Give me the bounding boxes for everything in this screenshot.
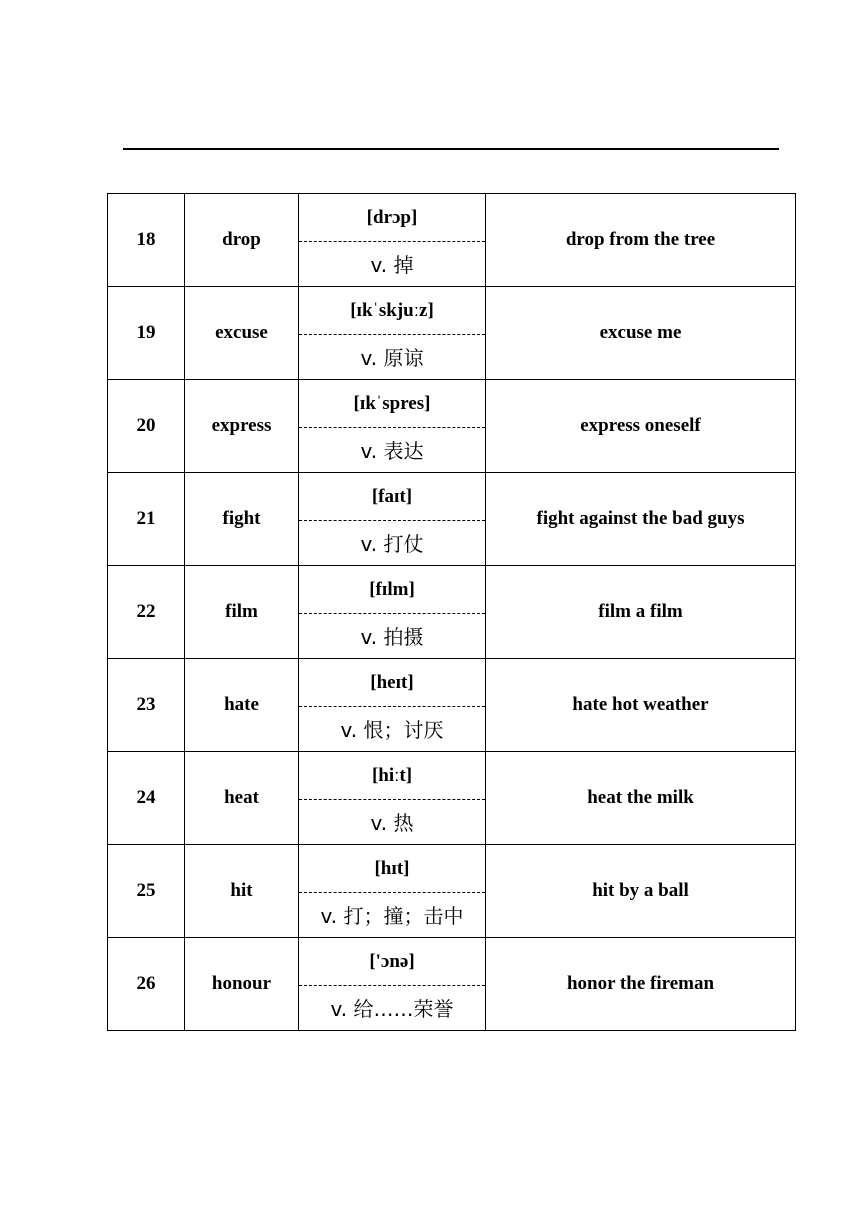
table-row [108, 473, 796, 566]
example-phrase: excuse me [486, 287, 796, 380]
phonetic: [ɪkˈskjuːz] [299, 287, 485, 335]
row-number: 25 [108, 845, 185, 938]
row-number: 18 [108, 194, 185, 287]
word: express [185, 380, 299, 473]
table-row [108, 845, 796, 938]
word: drop [185, 194, 299, 287]
row-number: 26 [108, 938, 185, 1031]
meaning: v. 给……荣誉 [330, 997, 454, 1022]
definition-cell [299, 659, 486, 752]
meaning: v. 拍摄 [360, 625, 424, 650]
example-phrase: honor the fireman [486, 938, 796, 1031]
example-phrase: heat the milk [486, 752, 796, 845]
example-phrase: fight against the bad guys [486, 473, 796, 566]
word: hit [185, 845, 299, 938]
definition-cell [299, 752, 486, 845]
phonetic: [drɔp] [299, 194, 485, 242]
definition-cell [299, 473, 486, 566]
row-number: 22 [108, 566, 185, 659]
row-number: 21 [108, 473, 185, 566]
row-number: 19 [108, 287, 185, 380]
phonetic: ['ɔnə] [299, 938, 485, 986]
definition-cell [299, 380, 486, 473]
table-row [108, 194, 796, 287]
definition-cell [299, 845, 486, 938]
phonetic: [hɪt] [299, 845, 485, 893]
word: fight [185, 473, 299, 566]
meaning: v. 原谅 [360, 346, 424, 371]
table-row [108, 287, 796, 380]
table-row [108, 380, 796, 473]
row-number: 23 [108, 659, 185, 752]
meaning: v. 打；撞；击中 [320, 904, 464, 929]
example-phrase: hate hot weather [486, 659, 796, 752]
phonetic: [hiːt] [299, 752, 485, 800]
table-row [108, 566, 796, 659]
word: hate [185, 659, 299, 752]
header-rule [123, 148, 779, 150]
row-number: 20 [108, 380, 185, 473]
example-phrase: express oneself [486, 380, 796, 473]
definition-cell [299, 566, 486, 659]
definition-cell [299, 938, 486, 1031]
table-row [108, 659, 796, 752]
phonetic: [fɪlm] [299, 566, 485, 614]
table-row [108, 938, 796, 1031]
definition-cell [299, 194, 486, 287]
phonetic: [faɪt] [299, 473, 485, 521]
meaning: v. 掉 [370, 253, 414, 278]
phonetic: [heɪt] [299, 659, 485, 707]
table-row [108, 752, 796, 845]
word: excuse [185, 287, 299, 380]
meaning: v. 表达 [360, 439, 424, 464]
vocabulary-table [107, 193, 796, 1031]
example-phrase: film a film [486, 566, 796, 659]
meaning: v. 热 [370, 811, 414, 836]
row-number: 24 [108, 752, 185, 845]
word: film [185, 566, 299, 659]
example-phrase: drop from the tree [486, 194, 796, 287]
definition-cell [299, 287, 486, 380]
meaning: v. 恨；讨厌 [340, 718, 444, 743]
word: heat [185, 752, 299, 845]
example-phrase: hit by a ball [486, 845, 796, 938]
phonetic: [ɪkˈspres] [299, 380, 485, 428]
meaning: v. 打仗 [360, 532, 424, 557]
word: honour [185, 938, 299, 1031]
